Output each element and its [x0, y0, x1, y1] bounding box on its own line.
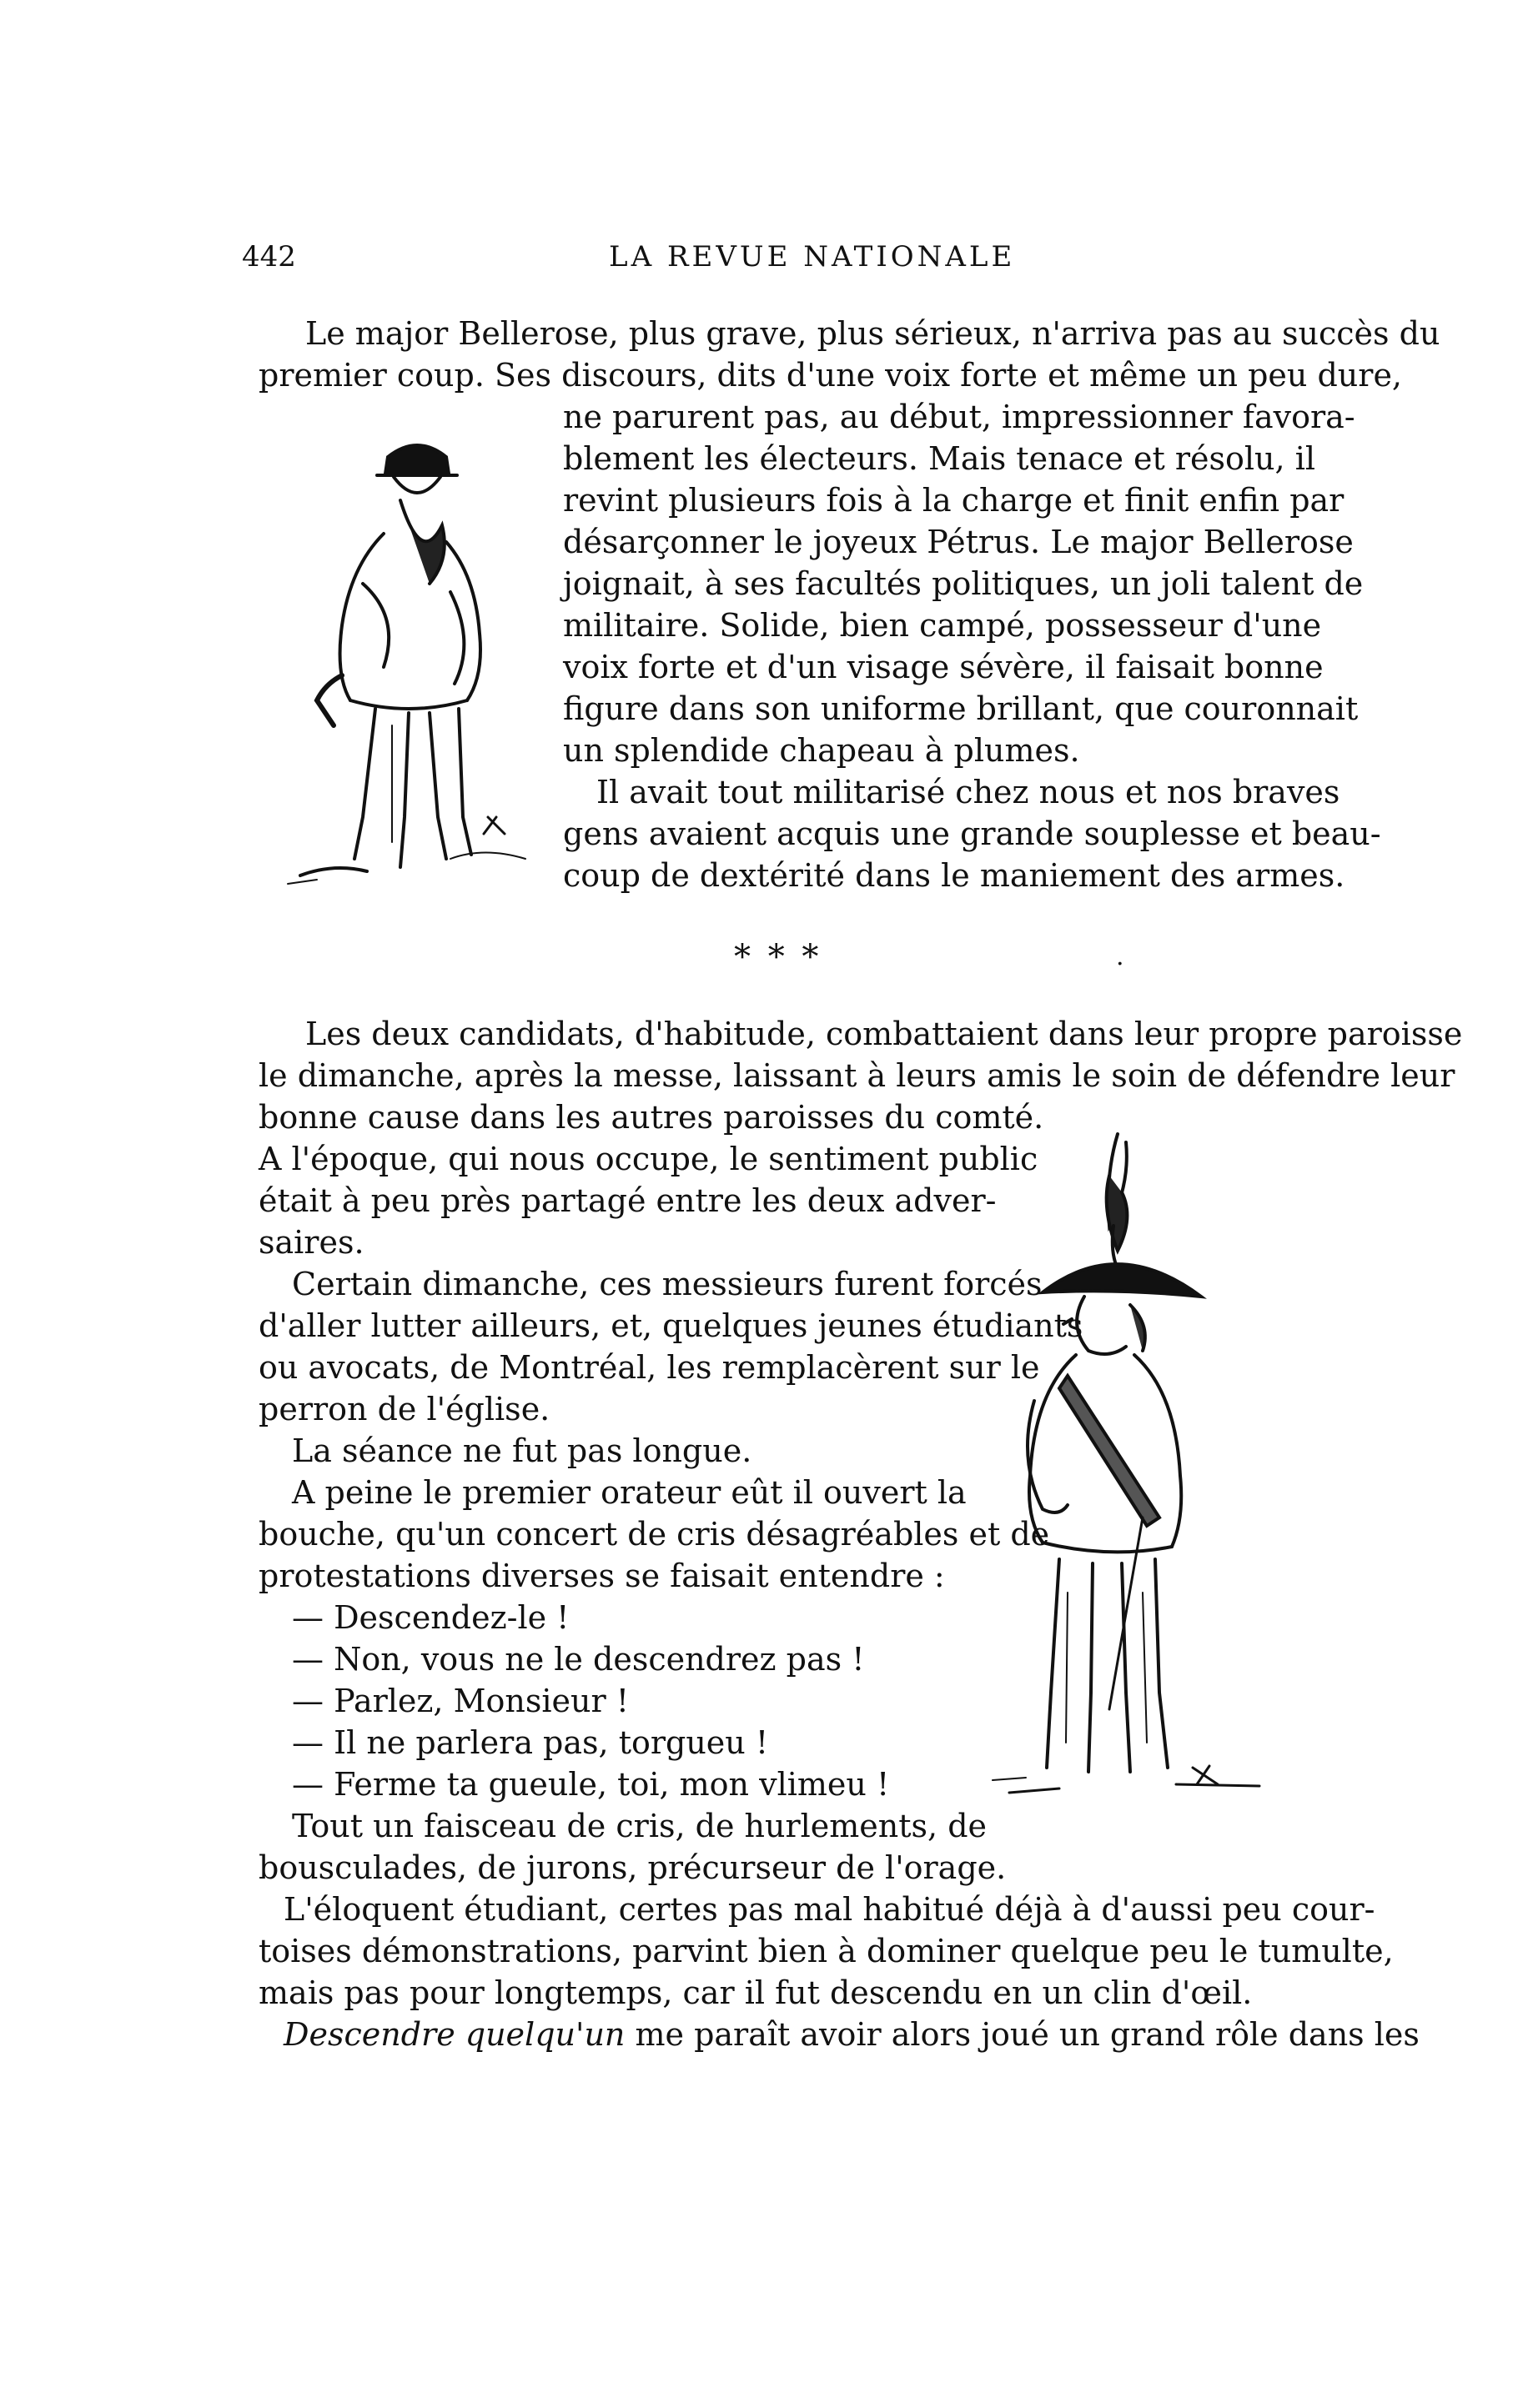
paragraph-2	[563, 771, 1381, 896]
text-line: Les deux candidats, d'habitude, combattaient dans leur propre paroisse	[305, 1016, 1463, 1052]
dialogue-line: — Ferme ta gueule, toi, mon vlimeu !	[292, 1766, 890, 1803]
text-line: perron de l'église.	[259, 1391, 550, 1427]
dialogue-line: — Non, vous ne le descendrez pas !	[292, 1641, 865, 1678]
paragraph-8	[259, 1889, 1394, 2014]
text-line: A peine le premier orateur eût il ouvert la	[292, 1474, 967, 1511]
text-line: gens avaient acquis une grande souplesse et beau-	[563, 815, 1381, 852]
text-line: militaire. Solide, bien campé, possesseur d'une	[563, 607, 1322, 644]
text-line: bousculades, de jurons, précurseur de l'orage.	[259, 1849, 1007, 1886]
text-line: bonne cause dans les autres paroisses du comté.	[259, 1099, 1044, 1136]
text-line: mais pas pour longtemps, car il fut descendu en un clin d'œil.	[259, 1974, 1253, 2011]
text-line: Certain dimanche, ces messieurs furent forcés	[292, 1266, 1043, 1302]
stray-dot: .	[1116, 942, 1124, 971]
paragraph-5	[259, 1263, 1083, 1430]
text-line: Tout un faisceau de cris, de hurlements, de	[292, 1808, 988, 1844]
text-line: ne parurent pas, au début, impressionner favora-	[563, 399, 1355, 435]
running-title: LA REVUE NATIONALE	[609, 240, 1016, 273]
major-illustration	[284, 425, 550, 892]
text-line: voix forte et d'un visage sévère, il faisait bonne	[563, 649, 1324, 685]
text-line: Le major Bellerose, plus grave, plus sérieux, n'arriva pas au succès du	[305, 315, 1440, 352]
text-line: était à peu près partagé entre les deux adver-	[259, 1182, 997, 1219]
text-line: ou avocats, de Montréal, les remplacèrent sur le	[259, 1349, 1040, 1386]
paragraph-6	[259, 1430, 951, 1472]
text-line: Il avait tout militarisé chez nous et nos braves	[596, 774, 1340, 810]
soldier-illustration	[984, 1126, 1268, 1818]
text-line: un splendide chapeau à plumes.	[563, 732, 1080, 769]
page-number: 442	[242, 240, 296, 273]
text-line: protestations diverses se faisait entendre :	[259, 1558, 945, 1594]
text-line: saires.	[259, 1224, 364, 1261]
text-line: L'éloquent étudiant, certes pas mal habitué déjà à d'aussi peu cour-	[284, 1891, 1375, 1928]
text-line: joignait, à ses facultés politiques, un joli talent de	[563, 565, 1364, 602]
text-line: bouche, qu'un concert de cris désagréables et de	[259, 1516, 1050, 1553]
paragraph-4	[259, 1138, 1038, 1263]
text-line: A l'époque, qui nous occupe, le sentiment public	[259, 1141, 1038, 1177]
text-line: d'aller lutter ailleurs, et, quelques jeunes étudiants	[259, 1307, 1083, 1344]
text-line: coup de dextérité dans le maniement des armes.	[563, 857, 1345, 894]
dialogue-line: — Descendez-le !	[292, 1599, 570, 1636]
text-line: La séance ne fut pas longue.	[292, 1432, 752, 1469]
dialogue-line: — Il ne parlera pas, torgueu !	[292, 1724, 769, 1761]
running-header	[242, 240, 1276, 282]
text-line: toises démonstrations, parvint bien à dominer quelque peu le tumulte,	[259, 1933, 1394, 1969]
text-line: désarçonner le joyeux Pétrus. Le major Bellerose	[563, 524, 1354, 560]
paragraph-7	[259, 1472, 1050, 1889]
text-line: revint plusieurs fois à la charge et finit enfin par	[563, 482, 1345, 519]
text-line: blement les électeurs. Mais tenace et résolu, il	[563, 440, 1315, 477]
dialogue-line: — Parlez, Monsieur !	[292, 1683, 629, 1719]
italic-phrase: Descendre quelqu'un	[284, 2016, 626, 2053]
text-line: figure dans son uniforme brillant, que couronnait	[563, 690, 1359, 727]
text-line	[259, 2014, 1420, 2055]
text-rest: me paraît avoir alors joué un grand rôle dans les	[625, 2016, 1420, 2053]
text-line: le dimanche, après la messe, laissant à leurs amis le soin de défendre leur	[259, 1057, 1455, 1094]
paragraph-9	[259, 2014, 1420, 2055]
text-line: premier coup. Ses discours, dits d'une voix forte et même un peu dure,	[259, 357, 1403, 394]
section-asterism: * * *	[734, 938, 822, 976]
paragraph-3	[259, 1013, 1463, 1138]
